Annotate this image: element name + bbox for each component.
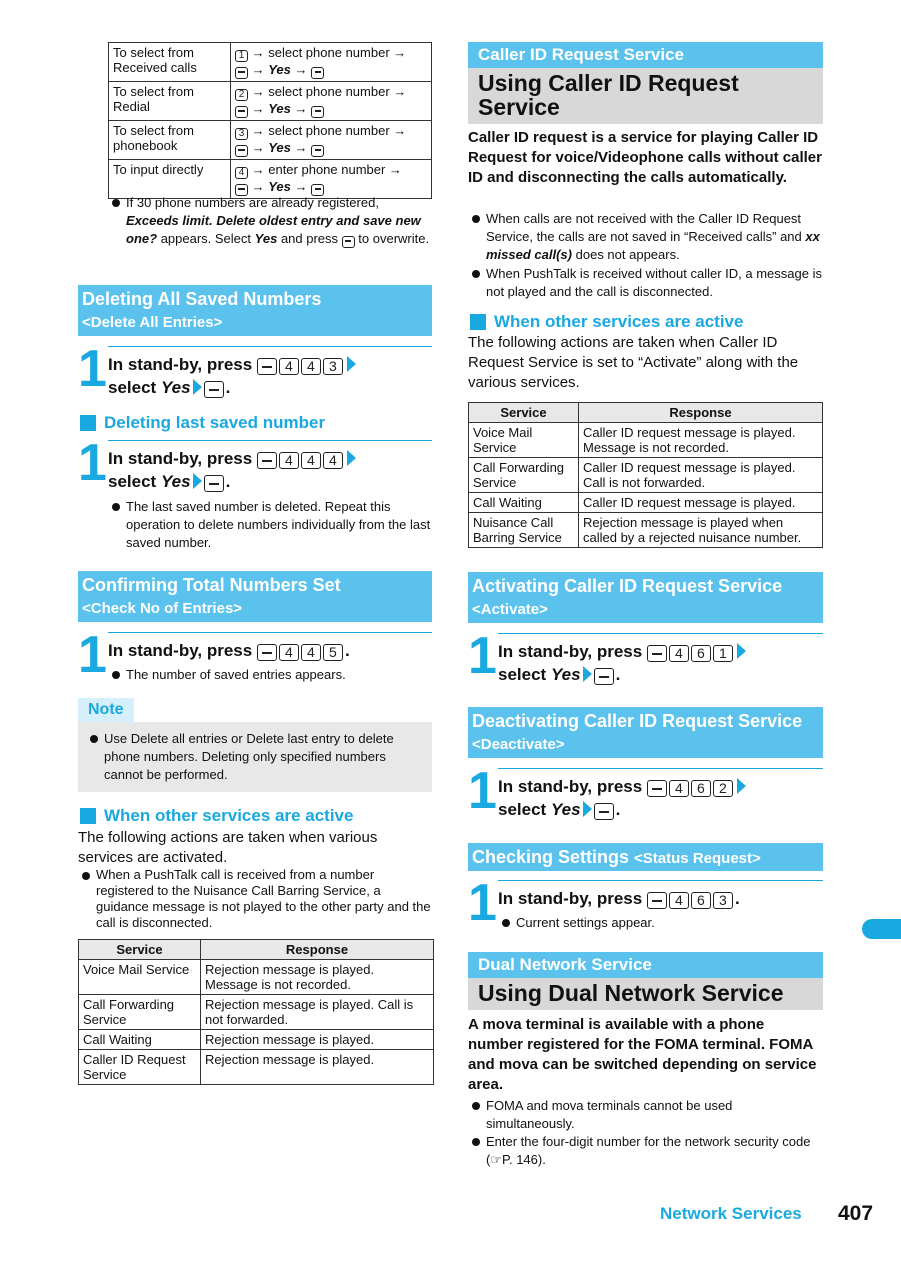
arrow-icon: [347, 450, 356, 466]
table-cell-response: Caller ID request message is played.: [579, 493, 823, 513]
banner-dual-network: Dual Network Service: [468, 952, 823, 978]
yes-label: Yes: [268, 62, 291, 77]
center-key-icon: [204, 475, 224, 492]
key-icon: 1: [235, 50, 248, 62]
arrow-icon: [583, 801, 592, 817]
step-rule: [498, 633, 823, 634]
center-key-icon: [257, 644, 277, 661]
intro-text: The following actions are taken when Caller ID Request Service is set to “Activate” along with the various services.: [468, 334, 799, 391]
table-cell-service: Voice Mail Service: [79, 960, 201, 995]
center-key-icon: [257, 452, 277, 469]
key-icon: 1: [713, 645, 733, 662]
step-text: select: [498, 665, 547, 684]
bullet-text: When calls are not received with the Caller ID Request Service, the calls are not saved in “Received calls” and: [486, 211, 802, 244]
step-text: In stand-by, press: [108, 449, 253, 468]
arrow-icon: [193, 473, 202, 489]
center-key-icon: [311, 145, 324, 157]
step-text: .: [344, 641, 350, 660]
arrow-icon: [737, 643, 746, 659]
section-index-tab: [862, 919, 901, 939]
table-cell-operation: 4 → enter phone number → → Yes →: [231, 160, 432, 199]
list-item: [108, 194, 432, 248]
section-subtitle: <Deactivate>: [472, 736, 565, 753]
table-row: [79, 1030, 434, 1050]
key-icon: 4: [301, 358, 321, 375]
column-header: Response: [201, 940, 434, 960]
key-icon: 4: [279, 644, 299, 661]
step-number: 1: [468, 762, 497, 820]
subheading-delete-last: Deleting last saved number: [80, 413, 432, 433]
bullet-text: does not appears.: [575, 247, 680, 262]
table-cell-service: Call Forwarding Service: [469, 458, 579, 493]
key-icon: 2: [713, 780, 733, 797]
yes-label: Yes: [550, 665, 581, 684]
center-key-icon: [311, 106, 324, 118]
key-icon: 4: [669, 645, 689, 662]
table-row: [109, 82, 432, 121]
key-icon: 6: [691, 892, 711, 909]
step-text: In stand-by, press: [498, 777, 643, 796]
table-cell-response: Rejection message is played.: [201, 1030, 434, 1050]
intro-text: Caller ID request is a service for playing Caller ID Request for voice/Videophone calls without caller ID and disconnecting the calls automatically.: [468, 129, 822, 186]
services-table: [78, 939, 434, 1085]
list-item: When a PushTalk call is received from a number registered to the Nuisance Call Barring Service, a guidance message is not played to the other party and the call is disconnected.: [78, 867, 432, 931]
yes-label: Yes: [160, 472, 191, 491]
services-table-wrap: [78, 939, 434, 1085]
table-row: [79, 960, 434, 995]
table-cell-response: Caller ID request message is played. Call is not forwarded.: [579, 458, 823, 493]
key-icon: 6: [691, 780, 711, 797]
subheading-other-services: When other services are active: [80, 806, 432, 826]
table-cell-response: Rejection message is played. Message is not recorded.: [201, 960, 434, 995]
section-heading-confirm: [78, 571, 432, 622]
section-title: Deleting All Saved Numbers: [82, 289, 322, 309]
table-row: [79, 995, 434, 1030]
footer-section-name: Network Services: [660, 1204, 802, 1223]
step-text: select: [108, 378, 157, 397]
step-delete-all: 1 In stand-by, press 4 4 3 select Yes .: [78, 346, 432, 399]
banner-caller-id: Caller ID Request Service: [468, 42, 823, 68]
list-item: Use Delete all entries or Delete last entry to delete phone numbers. Deleting only specified numbers cannot be performed.: [86, 730, 424, 784]
step-checking: [468, 874, 823, 932]
table-cell-operation: 1 → select phone number → → Yes →: [231, 43, 432, 82]
table-cell-service: Call Waiting: [469, 493, 579, 513]
arrow-icon: [347, 356, 356, 372]
select-method-table: [108, 42, 432, 199]
list-item: FOMA and mova terminals cannot be used simultaneously.: [468, 1097, 823, 1133]
step-number: 1: [78, 626, 107, 684]
step-delete-last: 1 In stand-by, press 4 4 4 select Yes . The last saved number is deleted. Repeat this operation to delete numbers individually from the last saved number.: [78, 434, 431, 550]
center-key-icon: [235, 106, 248, 118]
table-cell-operation: 3 → select phone number → → Yes →: [231, 121, 432, 160]
key-icon: 5: [323, 644, 343, 661]
table-cell-response: Rejection message is played.: [201, 1050, 434, 1085]
note-box: [78, 722, 432, 792]
yes-label: Yes: [254, 231, 278, 246]
yes-label: Yes: [160, 378, 191, 397]
table-row: [109, 121, 432, 160]
table-row: [469, 513, 823, 548]
key-icon: 4: [279, 358, 299, 375]
section-subtitle: <Activate>: [472, 601, 548, 618]
arrow-icon: [737, 778, 746, 794]
bullet-text: to overwrite.: [358, 231, 430, 246]
step-text: select: [498, 800, 547, 819]
key-icon: 4: [235, 167, 248, 179]
center-key-icon: [257, 358, 277, 375]
table-cell-response: Rejection message is played when called by a rejected nuisance number.: [579, 513, 823, 548]
yes-label: Yes: [550, 800, 581, 819]
table-cell-service: Voice Mail Service: [469, 423, 579, 458]
center-key-icon: [647, 892, 667, 909]
table-cell-label: To select from phonebook: [109, 121, 231, 160]
key-icon: 3: [323, 358, 343, 375]
center-key-icon: [235, 145, 248, 157]
step-number: 1: [78, 434, 107, 492]
operation-text: → enter phone number →: [251, 162, 402, 177]
key-icon: 3: [235, 128, 248, 140]
bullet-text: appears. Select: [160, 231, 252, 246]
list-item: When PushTalk is received without caller ID, a message is not played and the call is disconnected.: [468, 265, 823, 301]
table-row: [469, 493, 823, 513]
step-number: 1: [468, 874, 497, 932]
note-tab: Note: [78, 698, 134, 722]
arrow-icon: [583, 666, 592, 682]
display-message: xx missed call(s): [486, 229, 820, 262]
section-heading-delete-all: [78, 285, 432, 336]
table-cell-service: Call Waiting: [79, 1030, 201, 1050]
table-row: [469, 458, 823, 493]
step-number: 1: [468, 627, 497, 685]
table-row: [109, 160, 432, 199]
bullet-text: If 30 phone numbers are already registered,: [126, 195, 379, 210]
list-item: Enter the four-digit number for the network security code (☞P. 146).: [468, 1133, 823, 1169]
section-heading-deactivate: [468, 707, 823, 758]
section-subtitle: <Delete All Entries>: [82, 314, 223, 331]
step-activate: 1 In stand-by, press 4 6 1 select Yes .: [468, 633, 823, 686]
column-header: Response: [579, 403, 823, 423]
section-title: Deactivating Caller ID Request Service: [472, 711, 803, 731]
list-item: [468, 210, 823, 264]
table-cell-service: Caller ID Request Service: [79, 1050, 201, 1085]
key-icon: 6: [691, 645, 711, 662]
yes-label: Yes: [268, 101, 291, 116]
step-number: 1: [78, 340, 107, 398]
step-deactivate: 1 In stand-by, press 4 6 2 select Yes .: [468, 768, 823, 821]
section-subtitle: <Check No of Entries>: [82, 600, 243, 617]
step-rule: [108, 440, 432, 441]
center-key-icon: [311, 67, 324, 79]
select-method-table-wrap: [108, 42, 432, 199]
page-number: 407: [838, 1202, 874, 1225]
table-cell-label: To select from Received calls: [109, 43, 231, 82]
step-rule: [108, 632, 432, 633]
table-cell-service: Call Forwarding Service: [79, 995, 201, 1030]
key-icon: 4: [301, 644, 321, 661]
step-text: In stand-by, press: [498, 642, 643, 661]
step-text: In stand-by, press: [108, 641, 253, 660]
table-cell-label: To input directly: [109, 160, 231, 199]
center-key-icon: [647, 645, 667, 662]
section-heading-activate: [468, 572, 823, 623]
key-icon: 4: [323, 452, 343, 469]
section-title: Confirming Total Numbers Set: [82, 575, 341, 595]
key-icon: 4: [669, 780, 689, 797]
page-title-dual-network: Using Dual Network Service: [468, 978, 823, 1010]
center-key-icon: [235, 67, 248, 79]
step-text: select: [108, 472, 157, 491]
operation-text: → select phone number →: [251, 84, 407, 99]
column-header: Service: [469, 403, 579, 423]
intro-text: A mova terminal is available with a phone number registered for the FOMA terminal. FOMA and mova can be switched depending on service area.: [468, 1016, 817, 1093]
section-heading-checking: [468, 843, 823, 871]
center-key-icon: [647, 780, 667, 797]
table-cell-operation: 2 → select phone number → → Yes →: [231, 82, 432, 121]
intro-text: The following actions are taken when various services are activated.: [78, 829, 378, 866]
bullet-text: and press: [280, 231, 339, 246]
key-icon: 4: [669, 892, 689, 909]
step-rule: [498, 880, 823, 881]
yes-label: Yes: [268, 140, 291, 155]
table-row: [109, 43, 432, 82]
note-block: [78, 698, 432, 792]
center-key-icon: [204, 381, 224, 398]
display-message: Exceeds limit. Delete oldest entry and save new one?: [126, 213, 421, 246]
step-rule: [498, 768, 823, 769]
step-text: In stand-by, press: [498, 889, 643, 908]
column-header: Service: [79, 940, 201, 960]
step-rule: [108, 346, 432, 347]
center-key-icon: [594, 803, 614, 820]
operation-text: → select phone number →: [251, 45, 407, 60]
section-title: Checking Settings: [472, 847, 630, 867]
arrow-icon: [193, 379, 202, 395]
yes-label: Yes: [268, 179, 291, 194]
center-key-icon: [594, 668, 614, 685]
table-cell-response: Rejection message is played. Call is not forwarded.: [201, 995, 434, 1030]
key-icon: 2: [235, 89, 248, 101]
list-item: Current settings appear.: [498, 914, 823, 932]
list-item: The number of saved entries appears.: [108, 666, 432, 684]
caller-id-services-table: [468, 402, 823, 548]
caller-id-services-table-wrap: [468, 402, 823, 548]
step-confirm: [78, 626, 432, 684]
operation-text: → select phone number →: [251, 123, 407, 138]
key-icon: 4: [279, 452, 299, 469]
step-text: .: [734, 889, 740, 908]
subheading-other-services-right: When other services are active: [470, 312, 823, 332]
table-row: [469, 423, 823, 458]
key-icon: 4: [301, 452, 321, 469]
table-cell-label: To select from Redial: [109, 82, 231, 121]
section-title: Activating Caller ID Request Service: [472, 576, 783, 596]
table-row: [79, 1050, 434, 1085]
table-cell-service: Nuisance Call Barring Service: [469, 513, 579, 548]
key-icon: 3: [713, 892, 733, 909]
step-text: In stand-by, press: [108, 355, 253, 374]
section-subtitle: <Status Request>: [634, 850, 761, 867]
page-title-caller-id: Using Caller ID Request Service: [468, 68, 823, 124]
table-cell-response: Caller ID request message is played. Message is not recorded.: [579, 423, 823, 458]
center-key-icon: [342, 236, 355, 248]
list-item: The last saved number is deleted. Repeat this operation to delete numbers individually from the last saved number.: [108, 498, 432, 552]
